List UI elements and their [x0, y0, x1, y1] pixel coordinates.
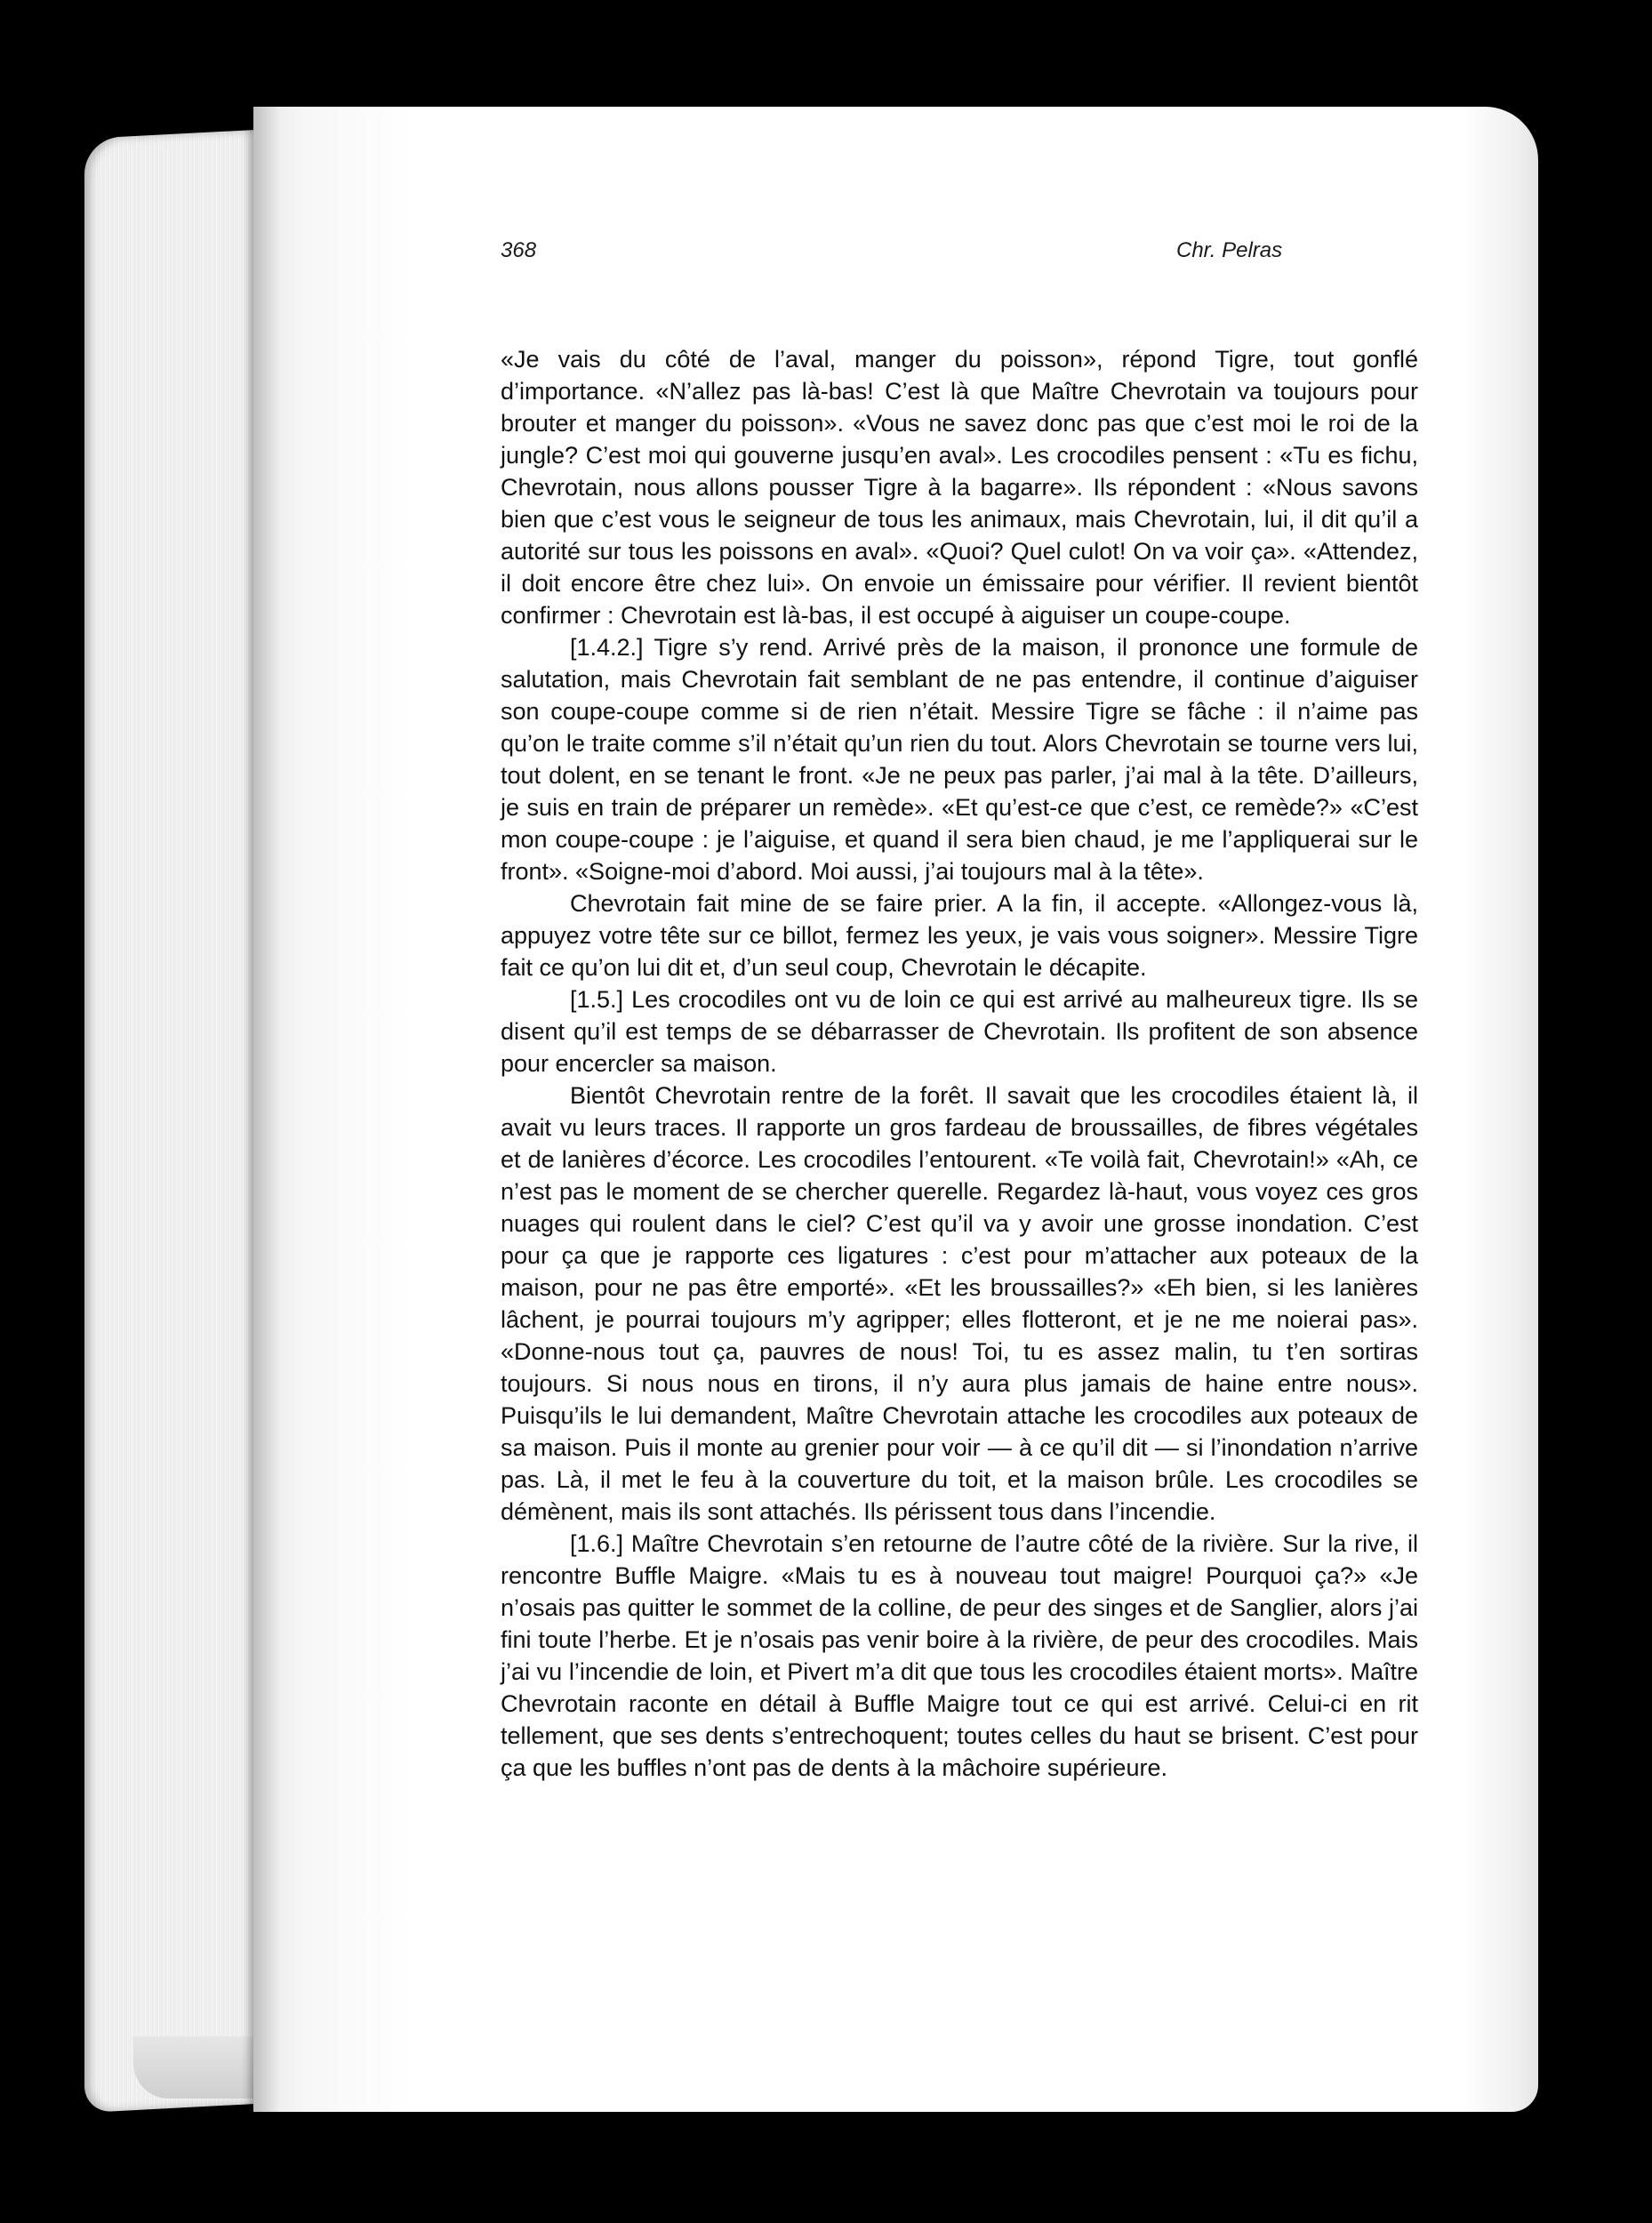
page-number: 368 — [501, 238, 537, 262]
paragraph: [1.5.] Les crocodiles ont vu de loin ce qui est arrivé au malheureux tigre. Ils se disent qu’il est temps de se débarrasser de Chevrotain. Ils profitent de son absence pour encercler sa maison. — [501, 986, 1418, 1077]
paragraph: Chevrotain fait mine de se faire prier. A la fin, il accepte. «Allongez-vous là, appuyez votre tête sur ce billot, fermez les yeux, je vais vous soigner». Messire Tigre fait ce qu’on lui dit et, d’un seul coup, Chevrotain le décapite. — [501, 890, 1418, 981]
paragraph: Bientôt Chevrotain rentre de la forêt. Il savait que les crocodiles étaient là, il avait vu leurs traces. Il rapporte un gros fardeau de broussailles, de fibres végétales et de lanières d’écorce. Les crocodiles l’entourent. «Te voilà fait, Chevrotain!» «Ah, ce n’est pas le moment de se chercher querelle. Regardez là-haut, vous voyez ces gros nuages qui roulent dans le ciel? C’est qu’il va y avoir une grosse inondation. C’est pour ça que je rapporte ces ligatures : c’est pour m’attacher aux poteaux de la maison, pour ne pas être emporté». «Et les broussailles?» «Eh bien, si les lanières lâchent, je pourrai toujours m’y agripper; elles flotteront, et je ne me noierai pas». «Donne-nous tout ça, pauvres de nous! Toi, tu es assez malin, tu t’en sortiras toujours. Si nous nous en tirons, il n’y aura plus jamais de haine entre nous». Puisqu’ils le lui demandent, Maître Chevrotain attache les crocodiles aux poteaux de sa maison. Puis il monte au grenier pour voir — à ce qu’il dit — si l’inondation n’arrive pas. Là, il met le feu à la couverture du toit, et la maison brûle. Les crocodiles se démènent, mais ils sont attachés. Ils périssent tous dans l’incendie. — [501, 1082, 1418, 1525]
running-head-author: Chr. Pelras — [1176, 238, 1283, 262]
paragraph: «Je vais du côté de l’aval, manger du poisson», répond Tigre, tout gonflé d’importance. «N’allez pas là-bas! C’est là que Maître Chevrotain va toujours pour brouter et manger du poisson». «Vous ne savez donc pas que c’est moi le roi de la jungle? C’est moi qui gouverne jusqu’en aval». Les crocodiles pensent : «Tu es fichu, Chevrotain, nous allons pousser Tigre à la bagarre». Ils répondent : «Nous savons bien que c’est vous le seigneur de tous les animaux, mais Chevrotain, lui, il dit qu’il a autorité sur tous les poissons en aval». «Quoi? Quel culot! On va voir ça». «Attendez, il doit encore être chez lui». On envoie un émissaire pour vérifier. Il revient bientôt confirmer : Chevrotain est là-bas, il est occupé à aiguiser un coupe-coupe. — [501, 346, 1418, 629]
gutter-shadow — [253, 107, 280, 2112]
paragraph: [1.6.] Maître Chevrotain s’en retourne de l’autre côté de la rivière. Sur la rive, il rencontre Buffle Maigre. «Mais tu es à nouveau tout maigre! Pourquoi ça?» «Je n’osais pas quitter le sommet de la colline, de peur des singes et de Sanglier, alors j’ai fini toute l’herbe. Et je n’osais pas venir boire à la rivière, de peur des crocodiles. Mais j’ai vu l’incendie de loin, et Pivert m’a dit que tous les crocodiles étaient morts». Maître Chevrotain raconte en détail à Buffle Maigre tout ce qui est arrivé. Celui-ci en rit tellement, que ses dents s’entrechoquent; toutes celles du haut se brisent. C’est pour ça que les buffles n’ont pas de dents à la mâchoire supérieure. — [501, 1530, 1418, 1781]
running-head — [501, 238, 1652, 274]
body-text — [501, 343, 1418, 1784]
book-page — [253, 107, 1538, 2112]
paragraph: [1.4.2.] Tigre s’y rend. Arrivé près de la maison, il prononce une formule de salutation, mais Chevrotain fait semblant de ne pas entendre, il continue d’aiguiser son coupe-coupe comme si de rien n’était. Messire Tigre se fâche : il n’aime pas qu’on le traite comme s’il n’était qu’un rien du tout. Alors Chevrotain se tourne vers lui, tout dolent, en se tenant le front. «Je ne peux pas parler, j’ai mal à la tête. D’ailleurs, je suis en train de préparer un remède». «Et qu’est-ce que c’est, ce remède?» «C’est mon coupe-coupe : je l’aiguise, et quand il sera bien chaud, je me l’appliquerai sur le front». «Soigne-moi d’abord. Moi aussi, j’ai toujours mal à la tête». — [501, 634, 1418, 885]
